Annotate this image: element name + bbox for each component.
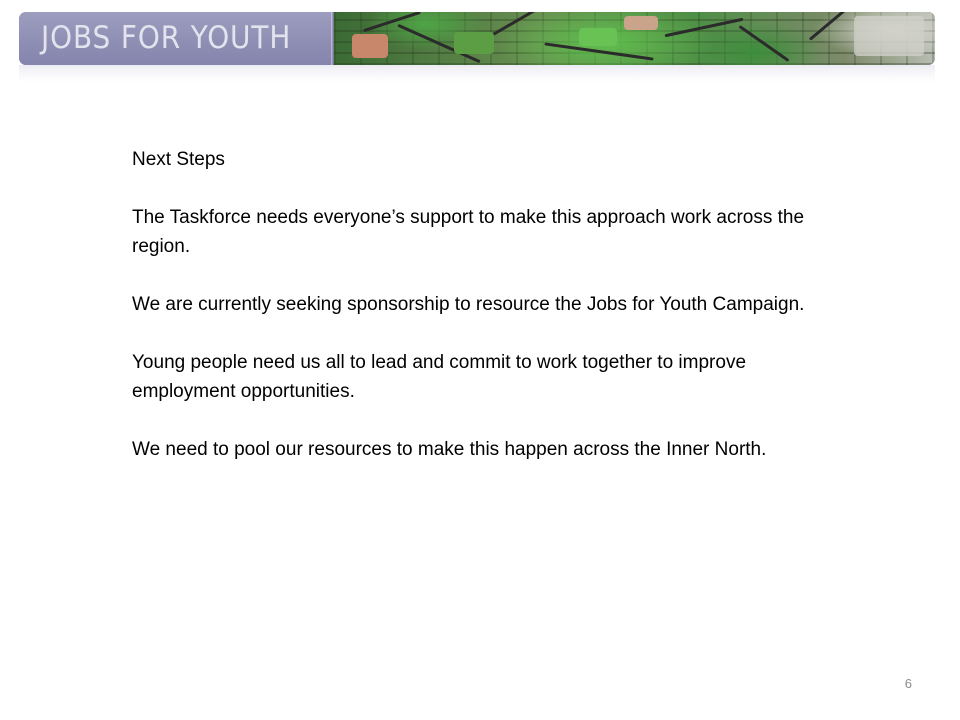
logo-text: JOBS FOR YOUTH <box>41 20 292 56</box>
body-paragraph: The Taskforce needs everyone’s support to make this approach work across the region. <box>132 207 805 257</box>
body-paragraph: We need to pool our resources to make this happen across the Inner North. <box>132 439 767 460</box>
logo <box>19 12 333 65</box>
slide-body <box>132 145 812 493</box>
banner-reflection <box>19 65 935 87</box>
graffiti-photo <box>334 12 935 65</box>
body-paragraph: We are currently seeking sponsorship to resource the Jobs for Youth Campaign. <box>132 294 805 315</box>
slide-heading: Next Steps <box>132 149 225 170</box>
body-paragraph: Young people need us all to lead and commit to work together to improve employment opportunities. <box>132 352 747 402</box>
page-number: 6 <box>904 676 912 691</box>
header-banner <box>19 12 935 65</box>
